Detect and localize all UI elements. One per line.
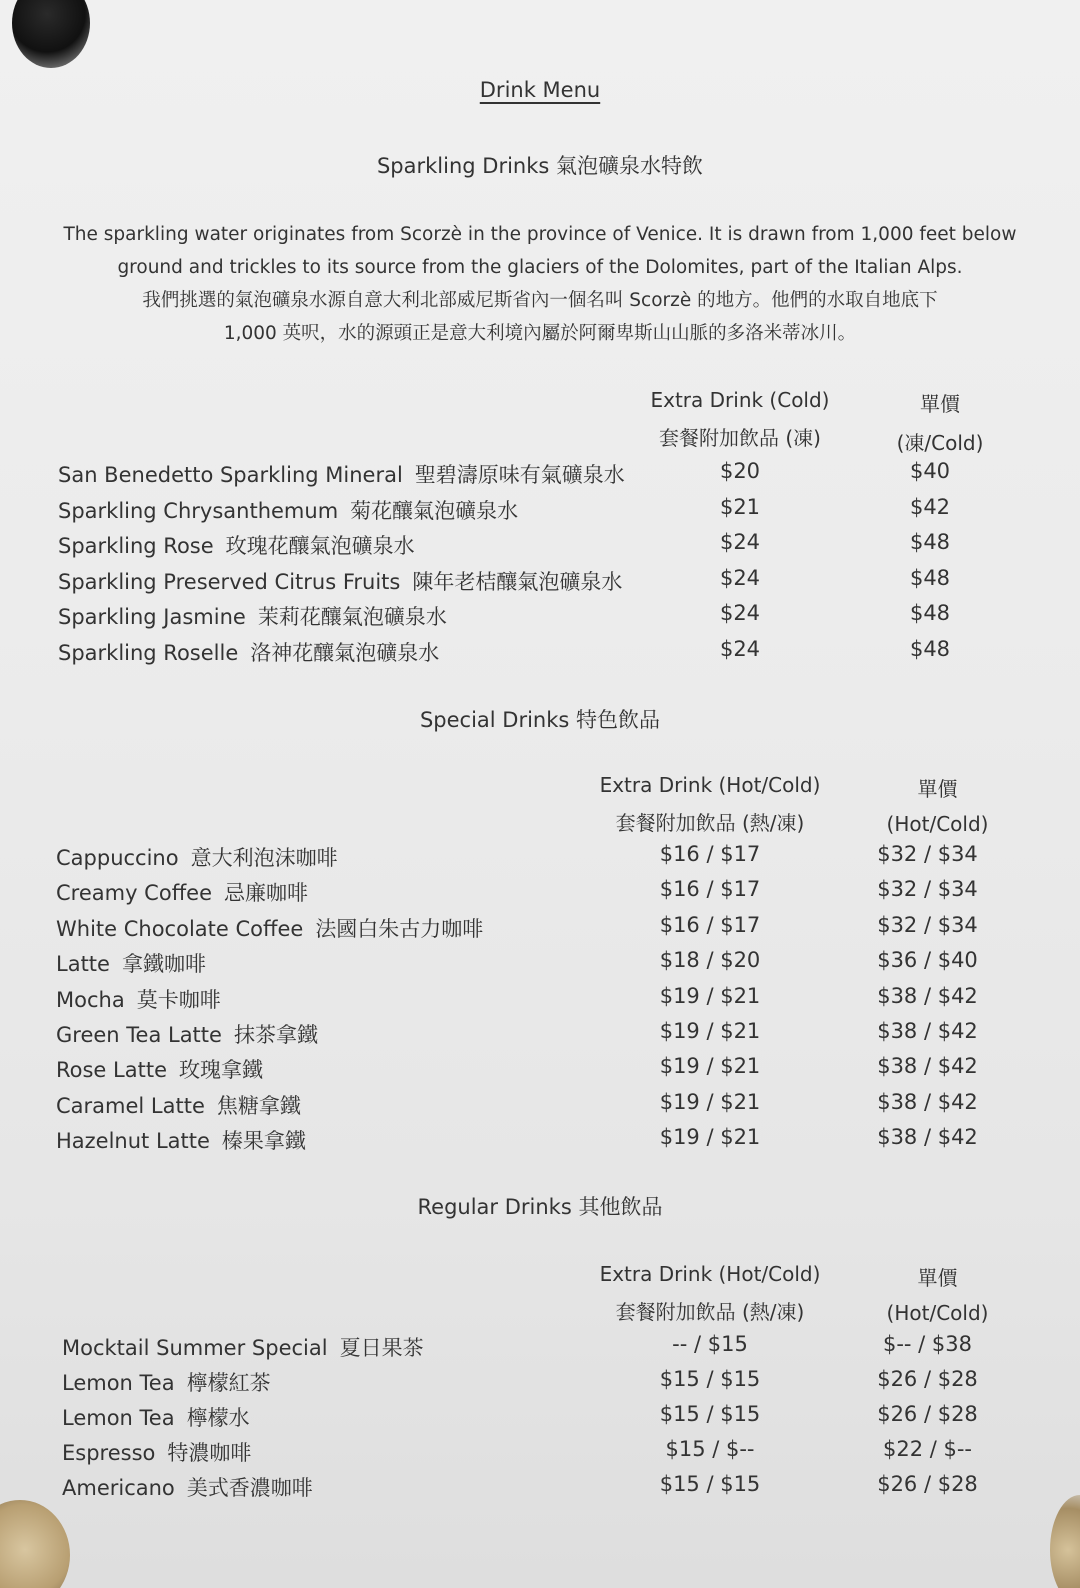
item-name xyxy=(58,530,415,560)
extra-drink-price: $19 / $21 xyxy=(659,1054,761,1079)
extra-drink-price: $15 / $15 xyxy=(659,1402,761,1426)
extra-drink-price: $15 / $-- xyxy=(665,1437,755,1461)
sparkling-extra-header xyxy=(640,388,840,451)
header-line: Extra Drink (Hot/Cold) xyxy=(599,773,821,797)
unit-price: $40 xyxy=(909,459,951,483)
extra-drink-price: -- / $15 xyxy=(672,1332,748,1356)
unit-price: $48 xyxy=(909,565,951,590)
unit-price: $48 xyxy=(909,637,951,661)
item-name-zh: 玫瑰花釀氣泡礦泉水 xyxy=(225,534,415,559)
item-name-en: Latte xyxy=(56,952,110,977)
item-name-zh: 意大利泡沫咖啡 xyxy=(190,846,338,870)
item-name-en: Sparkling Roselle xyxy=(58,641,239,665)
sparkling-price-header xyxy=(860,388,1020,456)
item-name-zh: 茉莉花釀氣泡礦泉水 xyxy=(257,605,447,630)
special-price-header xyxy=(855,773,1020,836)
header-line: 套餐附加飲品 (凍) xyxy=(659,426,821,450)
unit-price: $48 xyxy=(909,601,951,626)
extra-drink-price: $19 / $21 xyxy=(659,1089,761,1114)
item-name-en: Hazelnut Latte xyxy=(56,1129,210,1154)
pushpin-bottom-left xyxy=(0,1500,70,1588)
header-line: 套餐附加飲品 (熱/凍) xyxy=(615,1300,805,1324)
item-name xyxy=(56,1090,301,1120)
item-name-zh: 法國白朱古力咖啡 xyxy=(315,916,484,941)
header-line: Extra Drink (Hot/Cold) xyxy=(599,1262,821,1286)
extra-drink-price: $16 / $17 xyxy=(659,877,761,902)
item-name-zh: 洛神花釀氣泡礦泉水 xyxy=(250,641,440,665)
extra-drink-price: $24 xyxy=(719,637,761,661)
item-name-zh: 玫瑰拿鐵 xyxy=(179,1058,263,1083)
item-name xyxy=(58,566,622,596)
item-name xyxy=(58,459,625,489)
item-name-en: Mocktail Summer Special xyxy=(62,1336,328,1360)
unit-price: $22 / $-- xyxy=(882,1437,973,1461)
item-name-zh: 抹茶拿鐵 xyxy=(233,1023,318,1047)
item-name-zh: 菊花釀氣泡礦泉水 xyxy=(350,498,519,523)
pushpin-bottom-right xyxy=(1050,1495,1080,1588)
item-name-en: Caramel Latte xyxy=(56,1093,205,1118)
extra-drink-price: $19 / $21 xyxy=(659,1019,761,1043)
extra-drink-price: $24 xyxy=(719,530,761,555)
item-name-zh: 聖碧濤原味有氣礦泉水 xyxy=(414,463,625,487)
regular-price-header xyxy=(855,1262,1020,1325)
item-name-zh: 夏日果茶 xyxy=(339,1336,424,1360)
item-name-en: White Chocolate Coffee xyxy=(56,916,304,941)
menu-title: Drink Menu xyxy=(479,78,601,102)
item-name-en: Creamy Coffee xyxy=(56,881,213,906)
unit-price: $38 / $42 xyxy=(877,1054,978,1079)
header-line: (Hot/Cold) xyxy=(886,1301,989,1325)
unit-price: $32 / $34 xyxy=(877,877,978,902)
item-name xyxy=(56,842,338,872)
item-name xyxy=(56,877,308,907)
header-line: (凍/Cold) xyxy=(896,431,984,455)
item-name xyxy=(62,1437,251,1467)
unit-price: $38 / $42 xyxy=(877,1019,978,1043)
extra-drink-price: $24 xyxy=(719,601,761,626)
item-name-en: Sparkling Chrysanthemum xyxy=(58,498,339,523)
item-name-en: Green Tea Latte xyxy=(56,1023,222,1047)
item-name-en: San Benedetto Sparkling Mineral xyxy=(58,463,403,487)
item-name xyxy=(62,1402,250,1432)
regular-heading: Regular Drinks 其他飲品 xyxy=(417,1195,663,1219)
unit-price: $42 xyxy=(909,494,951,519)
item-name xyxy=(56,1125,306,1155)
intro-line-2: ground and trickles to its source from the glaciers of the Dolomites, part of the Italian Alps. xyxy=(117,257,963,278)
item-name xyxy=(62,1367,271,1397)
item-name-en: Mocha xyxy=(56,987,125,1012)
intro-line-3: 我們挑選的氣泡礦泉水源自意大利北部威尼斯省內一個名叫 Scorzè 的地方。他們的水取自地底下 xyxy=(142,290,938,311)
item-name-zh: 拿鐵咖啡 xyxy=(121,952,206,977)
item-name-zh: 檸檬紅茶 xyxy=(186,1371,271,1395)
item-name-zh: 陳年老桔釀氣泡礦泉水 xyxy=(412,569,623,594)
extra-drink-price: $18 / $20 xyxy=(659,948,761,973)
item-name-zh: 忌廉咖啡 xyxy=(224,881,309,906)
header-line: 單價 xyxy=(917,1266,958,1290)
unit-price: $-- / $38 xyxy=(882,1332,973,1356)
unit-price: $26 / $28 xyxy=(877,1402,978,1426)
special-heading: Special Drinks 特色飲品 xyxy=(419,708,661,732)
item-name xyxy=(56,913,483,943)
extra-drink-price: $15 / $15 xyxy=(659,1367,761,1391)
extra-drink-price: $19 / $21 xyxy=(659,983,761,1008)
pushpin-top-left xyxy=(12,0,90,68)
unit-price: $32 / $34 xyxy=(877,842,978,866)
special-extra-header xyxy=(590,773,830,836)
sparkling-intro xyxy=(40,218,1040,350)
unit-price: $26 / $28 xyxy=(877,1472,978,1496)
header-line: 套餐附加飲品 (熱/凍) xyxy=(615,811,805,835)
header-line: (Hot/Cold) xyxy=(886,812,989,836)
unit-price: $36 / $40 xyxy=(877,948,978,973)
extra-drink-price: $20 xyxy=(719,459,761,483)
item-name-en: Sparkling Rose xyxy=(58,534,214,559)
regular-extra-header xyxy=(590,1262,830,1325)
intro-line-4: 1,000 英呎，水的源頭正是意大利境內屬於阿爾卑斯山山脈的多洛米蒂冰川。 xyxy=(223,323,857,344)
item-name-en: Lemon Tea xyxy=(62,1371,175,1395)
item-name xyxy=(62,1472,313,1502)
extra-drink-price: $24 xyxy=(719,565,761,590)
item-name-en: Espresso xyxy=(62,1441,156,1465)
header-line: Extra Drink (Cold) xyxy=(650,388,830,412)
item-name xyxy=(56,1054,263,1084)
unit-price: $38 / $42 xyxy=(877,983,978,1008)
intro-line-1: The sparkling water originates from Scorzè in the province of Venice. It is drawn from 1,000 feet below xyxy=(63,224,1017,245)
item-name xyxy=(56,948,206,978)
header-line: 單價 xyxy=(920,392,960,416)
item-name-zh: 莫卡咖啡 xyxy=(136,987,221,1012)
item-name-en: Sparkling Preserved Citrus Fruits xyxy=(58,569,401,594)
extra-drink-price: $19 / $21 xyxy=(659,1125,761,1150)
item-name xyxy=(56,984,221,1014)
unit-price: $26 / $28 xyxy=(877,1367,978,1391)
sparkling-heading: Sparkling Drinks 氣泡礦泉水特飲 xyxy=(376,154,704,178)
item-name-en: Cappuccino xyxy=(56,846,179,870)
unit-price: $48 xyxy=(909,530,951,555)
extra-drink-price: $21 xyxy=(719,494,761,519)
item-name-en: Lemon Tea xyxy=(62,1406,175,1430)
item-name-zh: 特濃咖啡 xyxy=(167,1441,252,1465)
item-name xyxy=(58,601,447,631)
extra-drink-price: $16 / $17 xyxy=(659,842,761,866)
item-name xyxy=(58,495,518,525)
item-name xyxy=(56,1019,318,1049)
item-name-zh: 檸檬水 xyxy=(186,1406,250,1430)
unit-price: $32 / $34 xyxy=(877,912,978,937)
header-line: 單價 xyxy=(917,777,958,801)
unit-price: $38 / $42 xyxy=(877,1089,978,1114)
extra-drink-price: $16 / $17 xyxy=(659,912,761,937)
item-name xyxy=(58,637,439,667)
item-name xyxy=(62,1332,424,1362)
extra-drink-price: $15 / $15 xyxy=(659,1472,761,1496)
item-name-en: Sparkling Jasmine xyxy=(58,605,246,630)
item-name-en: Americano xyxy=(62,1476,175,1500)
item-name-zh: 榛果拿鐵 xyxy=(221,1129,306,1154)
item-name-zh: 焦糖拿鐵 xyxy=(216,1093,301,1118)
item-name-en: Rose Latte xyxy=(56,1058,167,1083)
item-name-zh: 美式香濃咖啡 xyxy=(186,1476,313,1500)
unit-price: $38 / $42 xyxy=(877,1125,978,1150)
